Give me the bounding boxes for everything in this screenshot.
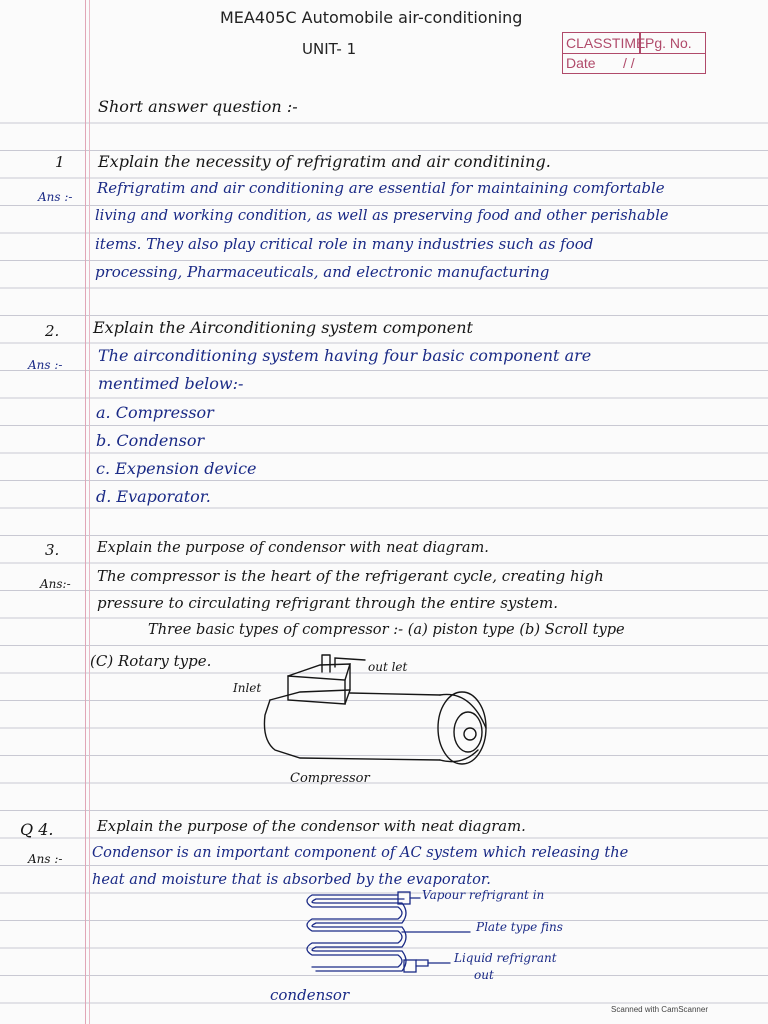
compressor-inlet-label: Inlet bbox=[233, 681, 262, 695]
q2-answer-line: The airconditioning system having four basic component are bbox=[98, 346, 592, 365]
q2-ans-label: Ans :- bbox=[28, 358, 63, 372]
q2-list-item: b. Condensor bbox=[96, 431, 205, 450]
q1-answer-line: Refrigratim and air conditioning are essential for maintaining comfortable bbox=[97, 179, 665, 197]
q2-list-item: c. Expension device bbox=[96, 459, 257, 478]
section-heading: Short answer question :- bbox=[98, 97, 298, 116]
q4-question: Explain the purpose of the condensor with neat diagram. bbox=[97, 818, 526, 835]
date-value: / / bbox=[623, 55, 635, 71]
q4-number: Q 4. bbox=[20, 820, 54, 839]
unit-label: UNIT- 1 bbox=[302, 40, 357, 58]
compressor-outlet-label: out let bbox=[368, 660, 408, 674]
classtime-label: CLASSTIME bbox=[566, 35, 646, 51]
condensor-liquid-label: Liquid refrigrant bbox=[454, 951, 557, 965]
q2-answer-line: mentimed below:- bbox=[98, 374, 244, 393]
condensor-fins-label: Plate type fins bbox=[476, 920, 563, 934]
q1-answer-line: items. They also play critical role in many industries such as food bbox=[95, 235, 594, 253]
q4-ans-label: Ans :- bbox=[28, 852, 63, 866]
page-title: MEA405C Automobile air-conditioning bbox=[220, 8, 523, 27]
date-label: Date bbox=[566, 55, 596, 71]
q3-ans-label: Ans:- bbox=[40, 577, 71, 591]
q4-answer-line: heat and moisture that is absorbed by the evaporator. bbox=[92, 871, 491, 888]
q2-list-item: a. Compressor bbox=[96, 403, 214, 422]
q3-answer-line: (C) Rotary type. bbox=[90, 652, 212, 670]
q1-question: Explain the necessity of refrigratim and air conditining. bbox=[98, 152, 551, 171]
condensor-liquid-out-label: out bbox=[474, 968, 494, 982]
q1-ans-label: Ans :- bbox=[38, 190, 73, 204]
q2-question: Explain the Airconditioning system component bbox=[93, 318, 473, 337]
q3-answer-line: pressure to circulating refrigrant through the entire system. bbox=[97, 594, 558, 612]
condensor-vapour-label: Vapour refrigrant in bbox=[422, 888, 545, 902]
q2-list-item: d. Evaporator. bbox=[96, 487, 211, 506]
q3-answer-line: Three basic types of compressor :- (a) piston type (b) Scroll type bbox=[148, 621, 625, 638]
q1-answer-line: living and working condition, as well as preserving food and other perishable bbox=[95, 207, 669, 224]
compressor-caption: Compressor bbox=[290, 771, 370, 786]
q2-number: 2. bbox=[45, 322, 60, 340]
q4-answer-line: Condensor is an important component of AC system which releasing the bbox=[92, 844, 629, 861]
q3-number: 3. bbox=[45, 541, 60, 559]
scanner-watermark: Scanned with CamScanner bbox=[611, 1005, 708, 1014]
q1-number: 1 bbox=[55, 153, 65, 171]
condensor-caption: condensor bbox=[270, 986, 350, 1004]
q3-answer-line: The compressor is the heart of the refrigerant cycle, creating high bbox=[97, 567, 604, 585]
q1-answer-line: processing, Pharmaceuticals, and electronic manufacturing bbox=[95, 263, 550, 281]
q3-question: Explain the purpose of condensor with neat diagram. bbox=[97, 540, 489, 556]
pgno-label: Pg. No. bbox=[645, 35, 692, 51]
